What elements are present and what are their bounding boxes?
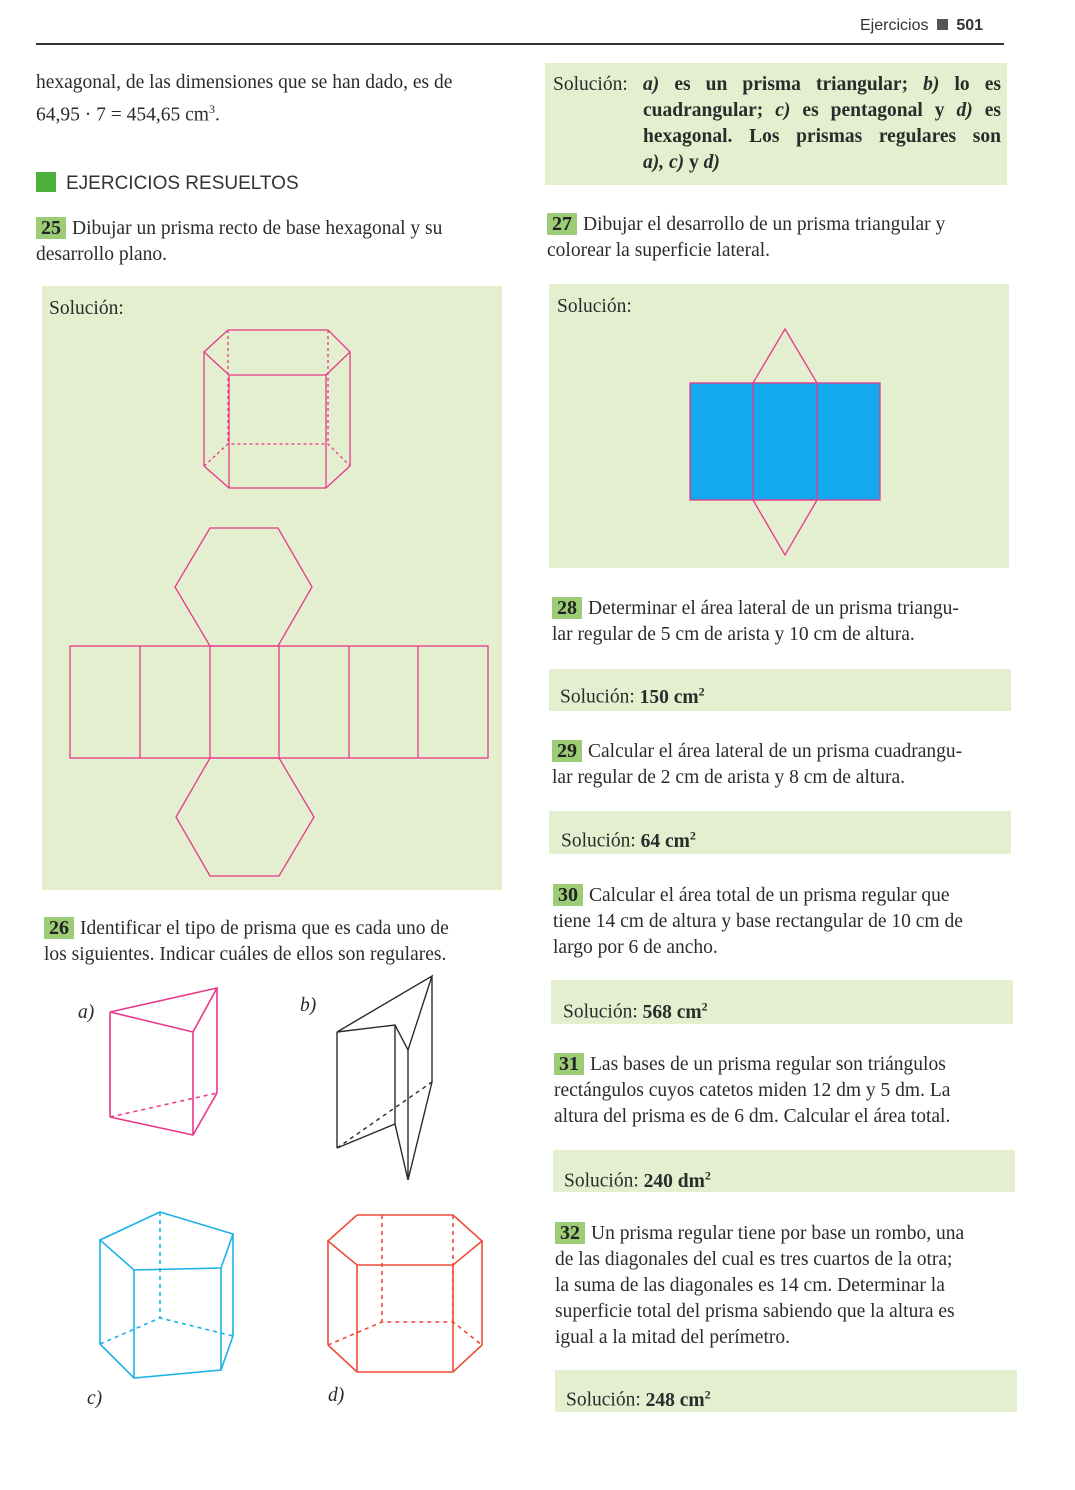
ex32-line4: superficie total del prisma sabiendo que la altura es bbox=[555, 1301, 955, 1322]
solution-label-26: Solución: bbox=[553, 74, 628, 95]
ex31-line1: Las bases de un prisma regular son triángulos bbox=[590, 1054, 946, 1075]
ex30-line2: tiene 14 cm de altura y base rectangular de 10 cm de bbox=[553, 911, 963, 932]
figure-label-b: b) bbox=[300, 995, 317, 1016]
solution-box-29: Solución: 64 $cm^2$ bbox=[549, 811, 1011, 854]
ex32-line1: Un prisma regular tiene por base un rombo, una bbox=[591, 1223, 965, 1244]
ex26-line2: los siguientes. Indicar cuáles de ellos son regulares. bbox=[44, 944, 447, 965]
exercise-28 bbox=[552, 595, 1012, 648]
header-rule bbox=[36, 43, 1004, 45]
solution-box-28: Solución: 150 $cm^2$ bbox=[549, 669, 1011, 711]
answer-31: 240 $dm^2$ bbox=[643, 1168, 711, 1192]
exercise-number-29: 29 bbox=[552, 740, 582, 762]
solution-box-30: Solución: 568 $cm^2$ bbox=[551, 980, 1013, 1024]
exercise-27 bbox=[547, 211, 1007, 264]
exercise-30 bbox=[553, 882, 1013, 961]
ex29-line1: Calcular el área lateral de un prisma cuadrangu- bbox=[588, 741, 963, 762]
intro-line1: hexagonal, de las dimensiones que se han dado, es de bbox=[36, 72, 453, 93]
answer-32: 248 $cm^2$ bbox=[645, 1387, 711, 1411]
exercise-number-30: 30 bbox=[553, 884, 583, 906]
solution-label-27: Solución: bbox=[557, 296, 632, 317]
answer-29: 64 $cm^2$ bbox=[640, 828, 696, 852]
exercise-number-25: 25 bbox=[36, 217, 66, 239]
intro-line2: 64,95 · 7 = 454,65 $cm^3$. bbox=[36, 102, 220, 126]
solution-text-26: Solución: a) es un prisma triangular; b) lo es cuadrangular; c) es pentagonal y d) es hexagonal. Los prismas regulares son a), c) y d) bbox=[553, 74, 1001, 173]
exercise-31 bbox=[554, 1051, 1014, 1130]
answer-28: 150 $cm^2$ bbox=[639, 684, 705, 708]
header-square-icon bbox=[937, 19, 948, 30]
exercise-25 bbox=[36, 215, 504, 268]
solution-label-25: Solución: bbox=[49, 298, 124, 319]
solution-box-31: Solución: 240 $dm^2$ bbox=[553, 1150, 1015, 1192]
section-title bbox=[36, 172, 299, 195]
ex25-line1: Dibujar un prisma recto de base hexagonal y su bbox=[72, 218, 443, 239]
section-marker-icon bbox=[36, 172, 56, 192]
page-number: 501 bbox=[956, 17, 984, 34]
ex30-line1: Calcular el área total de un prisma regular que bbox=[589, 885, 950, 906]
exercise-26 bbox=[44, 915, 506, 968]
solution-box-25 bbox=[42, 286, 502, 890]
section-title-text: EJERCICIOS RESUELTOS bbox=[66, 173, 299, 194]
running-header bbox=[860, 17, 983, 35]
exercise-number-27: 27 bbox=[547, 213, 577, 235]
ex28-line1: Determinar el área lateral de un prisma triangu- bbox=[588, 598, 959, 619]
ex26-line1: Identificar el tipo de prisma que es cada uno de bbox=[80, 918, 449, 939]
figure-label-c: c) bbox=[87, 1388, 103, 1409]
ex27-line1: Dibujar el desarrollo de un prisma triangular y bbox=[583, 214, 946, 235]
ex29-line2: lar regular de 2 cm de arista y 8 cm de altura. bbox=[552, 767, 906, 788]
ex27-line2: colorear la superficie lateral. bbox=[547, 240, 771, 261]
solution-box-32: Solución: 248 $cm^2$ bbox=[555, 1370, 1017, 1412]
intro-paragraph bbox=[36, 70, 506, 129]
ex28-line2: lar regular de 5 cm de arista y 10 cm de altura. bbox=[552, 624, 915, 645]
exercise-number-26: 26 bbox=[44, 917, 74, 939]
ex30-line3: largo por 6 de ancho. bbox=[553, 937, 718, 958]
ex31-line2: rectángulos cuyos catetos miden 12 dm y 5 dm. La bbox=[554, 1080, 951, 1101]
figure-label-d: d) bbox=[328, 1385, 345, 1406]
exercise-number-32: 32 bbox=[555, 1222, 585, 1244]
answer-30: 568 $cm^2$ bbox=[642, 999, 708, 1023]
exercise-29 bbox=[552, 738, 1012, 791]
ex25-line2: desarrollo plano. bbox=[36, 244, 168, 265]
exercise-number-28: 28 bbox=[552, 597, 582, 619]
ex32-line3: la suma de las diagonales es 14 cm. Determinar la bbox=[555, 1275, 945, 1296]
exercise-32 bbox=[555, 1220, 1015, 1351]
ex32-line5: igual a la mitad del perímetro. bbox=[555, 1327, 790, 1348]
ex31-line3: altura del prisma es de 6 dm. Calcular el área total. bbox=[554, 1106, 951, 1127]
triangular-net-figure bbox=[0, 0, 1, 1]
ex32-line2: de las diagonales del cual es tres cuartos de la otra; bbox=[555, 1249, 953, 1270]
figure-label-a: a) bbox=[78, 1002, 95, 1023]
header-section: Ejercicios bbox=[860, 17, 929, 34]
exercise-number-31: 31 bbox=[554, 1053, 584, 1075]
